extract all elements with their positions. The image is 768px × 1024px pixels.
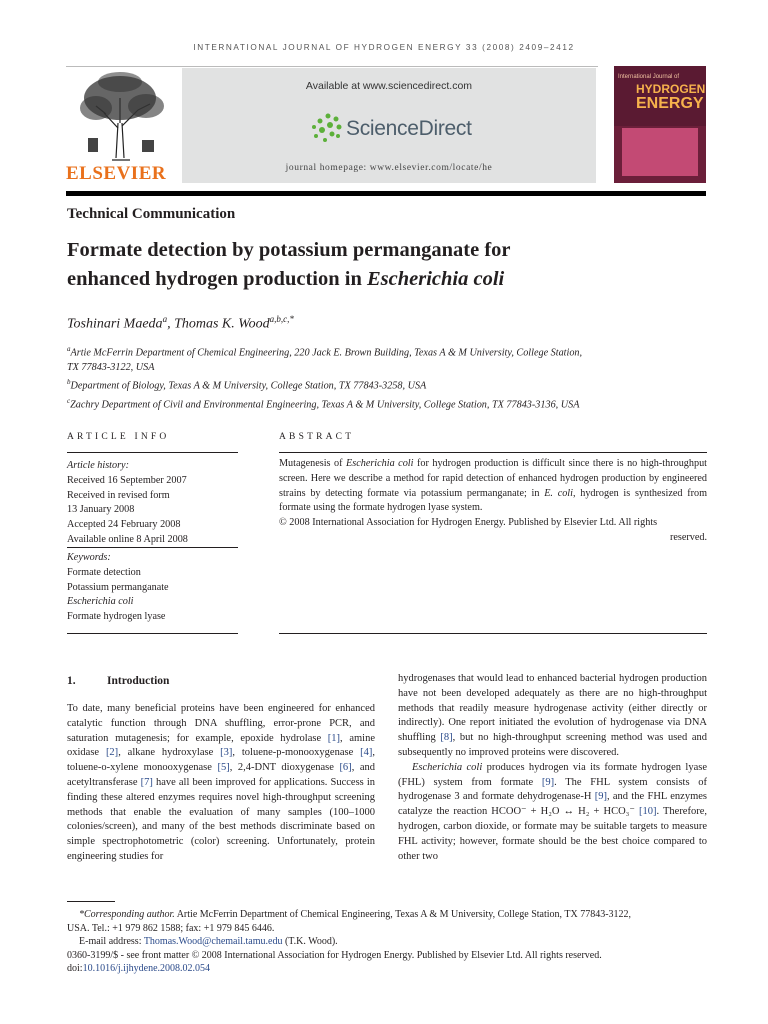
header-bottom-rule xyxy=(66,191,706,196)
affil-marker: b xyxy=(67,378,71,387)
author-separator: , xyxy=(167,316,175,332)
keyword: Potassium permanganate xyxy=(67,581,169,593)
abstract-copyright: © 2008 International Association for Hydrogen Energy. Published by Elsevier Ltd. All rights xyxy=(279,517,658,529)
section-type: Technical Communication xyxy=(67,206,236,222)
body-text: , toluene-o-xylene monooxygenase xyxy=(67,747,375,774)
body-text: . Therefore, hydrogen, carbon dioxide, or formate may be suitable targets to measure FHL activity; however, formate should be the best choice compared to other two xyxy=(398,806,707,862)
affil-marker: a xyxy=(67,345,71,353)
title-line-2 xyxy=(67,265,667,294)
cover-title-energy: ENERGY xyxy=(636,95,704,112)
article-info-bottom-rule xyxy=(67,633,238,634)
body-text: have all been improved for applications. Success in finding these altered enzymes requires novel high-throughput screening methods that enable the evaluation of many samples (100–1000 colonies/screen), and many of the best methods discriminate based on simple spectrophotometric (color) screening. Unfortunately, protein engineering studies for xyxy=(67,776,375,862)
body-text: To date, many beneficial proteins have been engineered for enhanced catalytic function through DNA shuffling, error-prone PCR, and saturation mutagenesis; for example, epoxide hydrolase xyxy=(67,703,375,744)
email-link[interactable]: Thomas.Wood@chemail.tamu.edu xyxy=(143,936,283,947)
corresponding-text: Artie McFerrin Department of Chemical Engineering, Texas A & M University, College Station, TX 77843-3122, xyxy=(174,909,632,920)
abstract-body xyxy=(279,457,707,546)
affil-marker: c xyxy=(67,397,71,406)
footnote-rule xyxy=(67,901,115,902)
title-line-1: Formate detection by potassium permanganate for xyxy=(67,239,511,261)
abstract-text: , hydrogen is synthesized from formate using the formate hydrogen lyase system. xyxy=(279,487,707,514)
citation-link[interactable]: [1] xyxy=(327,732,341,744)
corresponding-contact: USA. Tel.: +1 979 862 1588; fax: +1 979 845 6446. xyxy=(67,922,275,934)
abstract-bottom-rule xyxy=(279,633,707,634)
author-name: Toshinari Maeda xyxy=(67,316,163,332)
body-text: , alkane hydroxylase xyxy=(118,747,221,759)
available-at-text: Available at www.sciencedirect.com xyxy=(305,80,473,92)
species-name: Escherichia coli xyxy=(412,761,483,773)
body-text: , and the FHL enzymes catalyze the reaction HCOO⁻ + H₂O ↔ H₂ + HCO₃⁻ xyxy=(398,791,707,818)
body-text: hydrogenases that would lead to enhanced bacterial hydrogen production have not been developed adequately as there are no high-throughput methods that readily measure hydrogenase activity (either directly or indirectly). One report initiated the evolution of hydrogenase via DNA shuffling xyxy=(398,673,707,744)
author-affil-sup: a,b,c,* xyxy=(269,314,294,324)
author-name: Thomas K. Wood xyxy=(174,316,270,332)
body-text: produces hydrogen via its formate hydrogen lyase (FHL) system from formate xyxy=(398,761,707,788)
sciencedirect-wordmark: ScienceDirect xyxy=(346,117,472,140)
abstract-text: for hydrogen production is difficult since there is no high-throughput screen. Here we describe a method for rapid detection of enhanced hydrogen production by engineered strains by detecting formate via potassium permanganate; in xyxy=(279,458,707,499)
keywords-label: Keywords: xyxy=(67,552,111,563)
history-received: Received 16 September 2007 xyxy=(67,474,187,486)
history-accepted: Accepted 24 February 2008 xyxy=(67,519,181,531)
keyword: Escherichia coli xyxy=(67,596,134,608)
affil-text: TX 77843-3122, USA xyxy=(67,361,155,373)
title-species: Escherichia coli xyxy=(366,268,505,290)
abstract-species: E. coli xyxy=(544,487,573,499)
intro-column-1 xyxy=(67,702,375,865)
affil-text: Department of Biology, Texas A & M University, College Station, TX 77843-3258, USA xyxy=(70,380,427,392)
article-history xyxy=(67,459,238,548)
body-text: , and acetyltransferase xyxy=(67,762,376,788)
abstract-copyright-end: reserved. xyxy=(669,531,707,543)
cover-subtitle: International Journal of xyxy=(618,74,680,80)
body-text: , amine oxidase xyxy=(67,732,375,759)
article-title xyxy=(67,236,667,294)
keywords-block xyxy=(67,551,238,625)
keyword: Formate detection xyxy=(67,566,141,578)
journal-homepage-text: journal homepage: www.elsevier.com/locate/he xyxy=(285,163,493,173)
abstract-species: Escherichia coli xyxy=(346,458,414,469)
abstract-text: Mutagenesis of xyxy=(279,458,347,469)
history-online: Available online 8 April 2008 xyxy=(67,533,188,545)
body-text: , 2,4-DNT dioxygenase xyxy=(229,762,340,774)
abstract-rule xyxy=(279,452,707,453)
citation-link[interactable]: [5] xyxy=(217,762,230,774)
intro-paragraph xyxy=(67,702,375,865)
affil-text: Artie McFerrin Department of Chemical Engineering, 220 Jack E. Brown Building, Texas A & M University, College Station, xyxy=(70,347,583,359)
citation-link[interactable]: [9] xyxy=(594,791,607,803)
keyword: Formate hydrogen lyase xyxy=(67,611,166,623)
journal-cover-image xyxy=(614,66,706,183)
citation-link[interactable]: [6] xyxy=(339,762,352,774)
article-info-heading: ARTICLE INFO xyxy=(67,432,170,442)
citation-link[interactable]: [4] xyxy=(360,747,373,759)
doi-link[interactable]: 10.1016/j.ijhydene.2008.02.054 xyxy=(82,963,211,974)
affiliation-a xyxy=(67,342,707,413)
keywords-rule xyxy=(67,547,238,548)
citation-link[interactable]: [9] xyxy=(541,776,555,788)
intro-paragraph xyxy=(398,672,707,761)
footnote-block xyxy=(67,908,707,976)
intro-column-2 xyxy=(398,672,707,864)
citation-link[interactable]: [10] xyxy=(638,806,657,818)
section-number: 1. xyxy=(67,675,76,687)
body-text: . The FHL system consists of hydrogenase 3 and formate dehydrogenase-H xyxy=(398,776,708,803)
title-line-2-text: enhanced hydrogen production in xyxy=(67,268,367,290)
cover-title-hydrogen: HYDROGEN xyxy=(636,82,706,96)
intro-paragraph xyxy=(398,761,707,865)
abstract-heading: ABSTRACT xyxy=(279,432,355,442)
history-revised: Received in revised form xyxy=(67,489,170,501)
history-label: Article history: xyxy=(67,460,129,471)
citation-link[interactable]: [2] xyxy=(105,747,119,759)
section-title: Introduction xyxy=(107,675,170,687)
citation-link[interactable]: [3] xyxy=(220,747,233,759)
header-top-rule xyxy=(66,66,598,67)
corresponding-label: *Corresponding author. xyxy=(79,909,175,920)
sciencedirect-dots-icon xyxy=(308,112,346,152)
elsevier-wordmark: ELSEVIER xyxy=(66,163,167,184)
body-text: , but no high-throughput screening method was used and subsequently no improved proteins were discovered. xyxy=(398,732,707,758)
issn-line: 0360-3199/$ - see front matter © 2008 International Association for Hydrogen Energy. Published by Elsevier Ltd. All rights reserved. xyxy=(67,949,602,961)
email-label: E-mail address: xyxy=(79,936,144,947)
history-revised-date: 13 January 2008 xyxy=(67,504,135,516)
body-text: , toluene-p-monooxygenase xyxy=(232,747,361,759)
section-heading-introduction xyxy=(67,675,169,687)
journal-running-header: INTERNATIONAL JOURNAL OF HYDROGEN ENERGY 33 (2008) 2409–2412 xyxy=(193,43,575,52)
email-suffix: (T.K. Wood). xyxy=(282,936,338,947)
article-info-rule xyxy=(67,452,238,453)
author-affil-sup: a xyxy=(162,314,168,324)
citation-link[interactable]: [7] xyxy=(140,776,153,788)
author-list xyxy=(67,314,294,333)
citation-link[interactable]: [8] xyxy=(440,732,453,744)
affil-text: Zachry Department of Civil and Environmental Engineering, Texas A & M University, College Station, TX 77843-3136, USA xyxy=(70,399,580,411)
doi-prefix: doi: xyxy=(67,963,83,974)
